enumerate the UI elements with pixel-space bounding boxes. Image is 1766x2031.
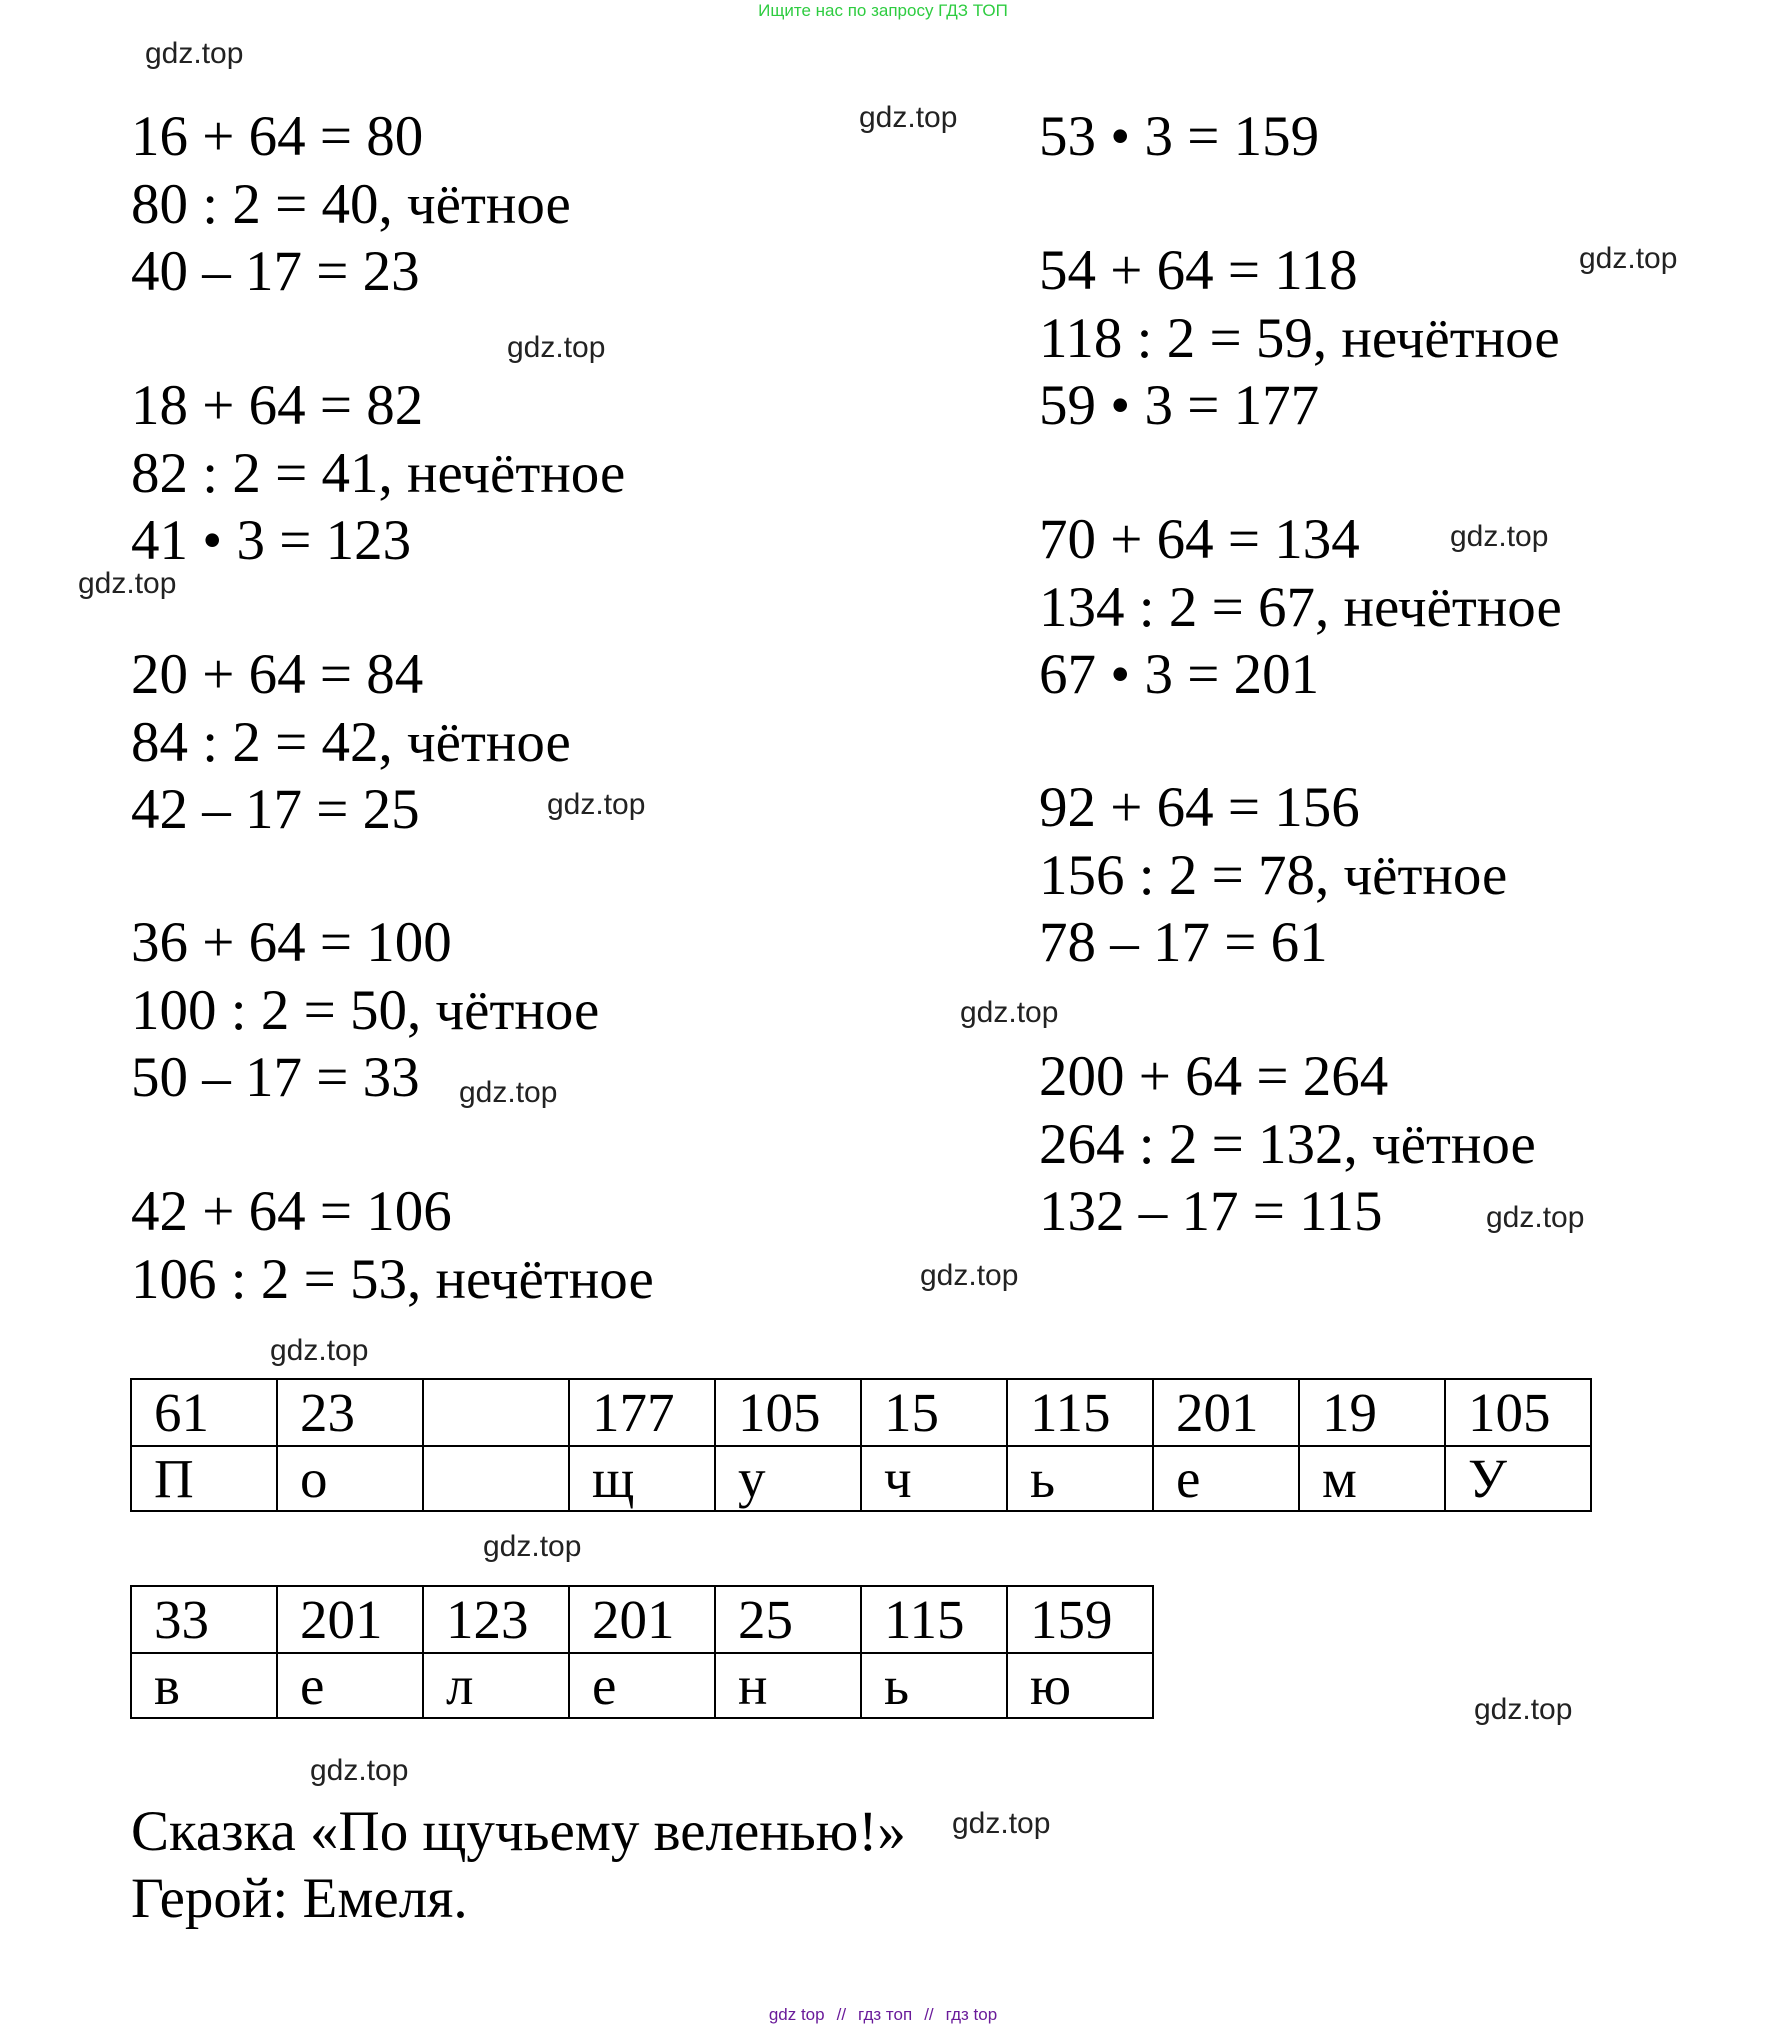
calc-line: 80 : 2 = 40, чётное: [131, 172, 571, 236]
table-cell-letter: е: [277, 1653, 423, 1718]
hero-line: Герой: Емеля.: [131, 1867, 468, 1930]
top-banner[interactable]: Ищите нас по запросу ГДЗ ТОП: [758, 1, 1008, 20]
table-cell-letter: П: [131, 1446, 277, 1511]
calc-block-left-1: [131, 103, 571, 306]
calc-line: 100 : 2 = 50, чётное: [131, 978, 600, 1042]
footer-link[interactable]: гдз top: [945, 2005, 998, 2024]
table-cell-number: 115: [861, 1586, 1007, 1653]
table-cell-letter: ь: [1007, 1446, 1153, 1511]
calc-block-right-5: [1039, 1043, 1536, 1246]
calc-line: 41 • 3 = 123: [131, 509, 412, 572]
table-cell-number: 105: [715, 1379, 861, 1446]
calc-line: 156 : 2 = 78, чётное: [1039, 843, 1508, 907]
cipher-table-2: [130, 1585, 1154, 1719]
table-cell-letter: У: [1445, 1446, 1591, 1511]
calc-line: 82 : 2 = 41, нечётное: [131, 441, 626, 505]
watermark: gdz.top: [507, 331, 606, 364]
calc-block-right-1: [1039, 103, 1319, 171]
table-cell-number: 15: [861, 1379, 1007, 1446]
calc-line: 118 : 2 = 59, нечётное: [1039, 306, 1560, 370]
table-cell-number: 23: [277, 1379, 423, 1446]
calc-line: 78 – 17 = 61: [1039, 911, 1328, 974]
table-cell-number: 201: [1153, 1379, 1299, 1446]
table-cell-letter: м: [1299, 1446, 1445, 1511]
table-row-letters: [131, 1446, 1591, 1511]
watermark: gdz.top: [1450, 520, 1549, 553]
calc-line: 42 + 64 = 106: [131, 1180, 452, 1243]
watermark: gdz.top: [1486, 1201, 1585, 1234]
calc-line: 54 + 64 = 118: [1039, 239, 1358, 302]
watermark: gdz.top: [1579, 242, 1678, 275]
calc-line: 84 : 2 = 42, чётное: [131, 710, 571, 774]
watermark: gdz.top: [859, 101, 958, 134]
watermark: gdz.top: [920, 1259, 1019, 1292]
table-cell-number: 25: [715, 1586, 861, 1653]
calc-line: 200 + 64 = 264: [1039, 1045, 1389, 1108]
calc-block-left-2: [131, 372, 625, 575]
table-cell-letter: в: [131, 1653, 277, 1718]
watermark: gdz.top: [483, 1530, 582, 1563]
calc-block-right-2: [1039, 237, 1560, 440]
calc-block-right-4: [1039, 774, 1507, 977]
tale-title: Сказка «По щучьему веленью!»: [131, 1800, 906, 1863]
footer-link[interactable]: gdz top: [768, 2005, 825, 2024]
calc-line: 16 + 64 = 80: [131, 105, 424, 168]
calc-line: 92 + 64 = 156: [1039, 776, 1360, 839]
table-cell-letter: ю: [1007, 1653, 1153, 1718]
table-row-numbers: [131, 1379, 1591, 1446]
watermark: gdz.top: [310, 1754, 409, 1787]
watermark: gdz.top: [270, 1334, 369, 1367]
table-cell-letter: ь: [861, 1653, 1007, 1718]
calc-block-right-3: [1039, 506, 1562, 709]
table-row-numbers: [131, 1586, 1153, 1653]
watermark: gdz.top: [78, 567, 177, 600]
table-cell-number: 159: [1007, 1586, 1153, 1653]
table-cell-number: 105: [1445, 1379, 1591, 1446]
table-cell-letter: е: [569, 1653, 715, 1718]
table-cell-number: [423, 1379, 569, 1446]
calc-line: 134 : 2 = 67, нечётное: [1039, 575, 1562, 639]
watermark: gdz.top: [1474, 1693, 1573, 1726]
calc-line: 53 • 3 = 159: [1039, 105, 1320, 168]
calc-line: 20 + 64 = 84: [131, 643, 424, 706]
table-cell-number: 201: [569, 1586, 715, 1653]
calc-line: 36 + 64 = 100: [131, 911, 452, 974]
table-cell-number: 61: [131, 1379, 277, 1446]
footer-separator: //: [924, 2005, 934, 2024]
watermark: gdz.top: [459, 1076, 558, 1109]
watermark: gdz.top: [145, 37, 244, 70]
calc-block-left-5: [131, 1178, 654, 1313]
calc-line: 59 • 3 = 177: [1039, 374, 1320, 437]
watermark: gdz.top: [960, 996, 1059, 1029]
calc-line: 70 + 64 = 134: [1039, 508, 1360, 571]
table-cell-letter: о: [277, 1446, 423, 1511]
calc-line: 50 – 17 = 33: [131, 1046, 420, 1109]
calc-line: 67 • 3 = 201: [1039, 643, 1320, 706]
watermark: gdz.top: [952, 1807, 1051, 1840]
calc-line: 132 – 17 = 115: [1039, 1180, 1383, 1243]
table-cell-letter: л: [423, 1653, 569, 1718]
table-row-letters: [131, 1653, 1153, 1718]
watermark: gdz.top: [547, 788, 646, 821]
calc-line: 264 : 2 = 132, чётное: [1039, 1112, 1536, 1176]
table-cell-letter: н: [715, 1653, 861, 1718]
table-cell-letter: у: [715, 1446, 861, 1511]
table-cell-letter: [423, 1446, 569, 1511]
calc-block-left-3: [131, 641, 571, 844]
cipher-table-1: [130, 1378, 1592, 1512]
table-cell-number: 177: [569, 1379, 715, 1446]
table-cell-number: 123: [423, 1586, 569, 1653]
calc-block-left-4: [131, 909, 599, 1112]
table-cell-number: 201: [277, 1586, 423, 1653]
table-cell-letter: е: [1153, 1446, 1299, 1511]
table-cell-letter: ч: [861, 1446, 1007, 1511]
footer-links: [0, 2005, 1766, 2025]
table-cell-letter: щ: [569, 1446, 715, 1511]
table-cell-number: 19: [1299, 1379, 1445, 1446]
footer-link[interactable]: гдз топ: [858, 2005, 913, 2024]
footer-separator: //: [836, 2005, 847, 2024]
table-cell-number: 33: [131, 1586, 277, 1653]
calc-line: 18 + 64 = 82: [131, 374, 424, 437]
calc-line: 106 : 2 = 53, нечётное: [131, 1247, 654, 1311]
calc-line: 42 – 17 = 25: [131, 778, 420, 841]
calc-line: 40 – 17 = 23: [131, 240, 420, 303]
table-cell-number: 115: [1007, 1379, 1153, 1446]
